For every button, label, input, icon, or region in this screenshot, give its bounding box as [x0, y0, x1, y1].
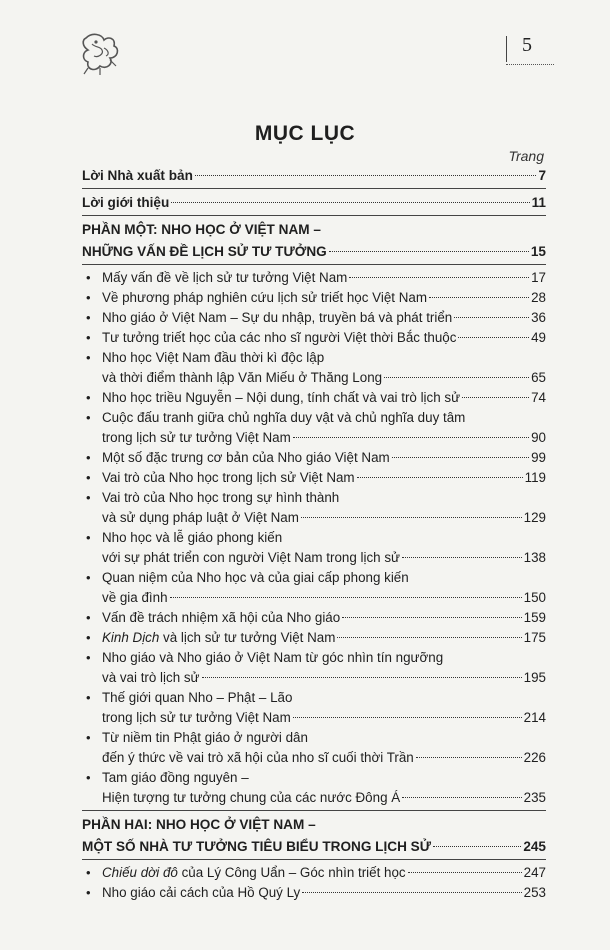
entry-label-first-line: Vai trò của Nho học trong sự hình thành	[102, 490, 340, 505]
entry-page: 11	[531, 195, 546, 210]
entry-label: đến ý thức về vai trò xã hội của nho sĩ cuối thời Trần	[102, 750, 414, 765]
entry-label: Vai trò của Nho học trong lịch sử Việt Nam	[102, 470, 355, 485]
bullet-icon: •	[86, 330, 91, 345]
leader-dots	[337, 637, 521, 638]
leader-dots	[171, 202, 529, 203]
divider	[82, 264, 546, 265]
entry-label-first-line: Tam giáo đồng nguyên –	[102, 770, 249, 785]
entry-page: 245	[523, 839, 546, 854]
entry-label: NHỮNG VẤN ĐỀ LỊCH SỬ TƯ TƯỞNG	[82, 244, 327, 259]
leader-dots	[195, 175, 537, 176]
bullet-icon: •	[86, 410, 91, 425]
leader-dots	[462, 397, 529, 398]
entry-label: về gia đình	[102, 590, 168, 605]
entry-label-rest: và lịch sử tư tưởng Việt Nam	[159, 630, 336, 645]
toc-item[interactable]	[82, 308, 546, 328]
toc-item[interactable]	[82, 568, 546, 608]
bullet-icon: •	[86, 770, 91, 785]
part-one-subheading[interactable]	[82, 241, 546, 262]
toc-item[interactable]	[82, 883, 546, 903]
leader-dots	[329, 251, 529, 252]
bullet-icon: •	[86, 290, 91, 305]
entry-page: 150	[523, 590, 546, 605]
part-two-heading[interactable]: PHẦN HAI: NHO HỌC Ở VIỆT NAM –	[82, 817, 316, 832]
entry-label: Lời Nhà xuất bản	[82, 168, 193, 183]
entry-page: 226	[523, 750, 546, 765]
bullet-icon: •	[86, 570, 91, 585]
entry-page: 119	[524, 470, 546, 485]
toc-item[interactable]	[82, 268, 546, 288]
entry-label-first-line: Quan niệm của Nho học và của giai cấp phong kiến	[102, 570, 409, 585]
page-number: 5	[522, 34, 532, 56]
entry-page: 159	[523, 610, 546, 625]
leader-dots	[408, 872, 522, 873]
entry-label-first-line: Nho học và lễ giáo phong kiến	[102, 530, 283, 545]
leader-dots	[392, 457, 529, 458]
entry-page: 74	[531, 390, 546, 405]
table-of-contents	[82, 165, 546, 903]
entry-label: Mấy vấn đề về lịch sử tư tưởng Việt Nam	[102, 270, 348, 285]
bullet-icon: •	[86, 310, 91, 325]
entry-label-rest: của Lý Công Uẩn – Góc nhìn triết học	[177, 865, 406, 880]
divider	[82, 810, 546, 811]
bullet-icon: •	[86, 885, 91, 900]
bullet-icon: •	[86, 450, 91, 465]
entry-label: Vấn đề trách nhiệm xã hội của Nho giáo	[102, 610, 341, 625]
entry-label-first-line: Nho giáo và Nho giáo ở Việt Nam từ góc nhìn tín ngưỡng	[102, 650, 444, 665]
leader-dots	[402, 797, 521, 798]
divider	[82, 188, 546, 189]
entry-page: 253	[523, 885, 546, 900]
entry-label: Nho học triều Nguyễn – Nội dung, tính chất và vai trò lịch sử	[102, 390, 461, 405]
entry-page: 49	[531, 330, 546, 345]
leader-dots	[342, 617, 521, 618]
leader-dots	[458, 337, 529, 338]
divider	[82, 859, 546, 860]
bullet-icon: •	[86, 350, 91, 365]
entry-page: 129	[523, 510, 546, 525]
leader-dots	[429, 297, 529, 298]
bullet-icon: •	[86, 490, 91, 505]
entry-label-first-line: Từ niềm tin Phật giáo ở người dân	[102, 730, 308, 745]
entry-page: 65	[531, 370, 546, 385]
divider	[82, 215, 546, 216]
entry-label	[102, 628, 335, 648]
leader-dots	[349, 277, 529, 278]
entry-label: Lời giới thiệu	[82, 195, 170, 210]
bullet-icon: •	[86, 690, 91, 705]
entry-page: 7	[538, 168, 546, 183]
leader-dots	[416, 757, 522, 758]
toc-item[interactable]	[82, 388, 546, 408]
entry-page: 28	[531, 290, 546, 305]
toc-item[interactable]	[82, 288, 546, 308]
entry-label: và sử dụng pháp luật ở Việt Nam	[102, 510, 299, 525]
entry-label: và thời điểm thành lập Văn Miếu ở Thăng Long	[102, 370, 383, 385]
toc-item[interactable]	[82, 628, 546, 648]
page-number-underline	[506, 64, 554, 65]
leader-dots	[170, 597, 522, 598]
toc-item[interactable]	[82, 328, 546, 348]
bullet-icon: •	[86, 630, 91, 645]
entry-label: Hiện tượng tư tưởng chung của các nước Đông Á	[102, 790, 401, 805]
entry-label: với sự phát triển con người Việt Nam trong lịch sử	[102, 550, 401, 565]
entry-page: 195	[523, 670, 546, 685]
page-number-box	[506, 32, 554, 66]
entry-page: 99	[531, 450, 546, 465]
leader-dots	[293, 717, 522, 718]
toc-item[interactable]	[82, 608, 546, 628]
page-column-label: Trang	[508, 148, 544, 164]
toc-item[interactable]	[82, 728, 546, 768]
bullet-icon: •	[86, 865, 91, 880]
part-one-items	[82, 268, 546, 808]
bullet-icon: •	[86, 530, 91, 545]
toc-entry-introduction[interactable]	[82, 192, 546, 213]
entry-label-italic: Chiếu dời đô	[102, 865, 178, 880]
toc-entry-publisher-note[interactable]	[82, 165, 546, 186]
entry-label: Một số đặc trưng cơ bản của Nho giáo Việt Nam	[102, 450, 390, 465]
leader-dots	[433, 846, 521, 847]
leader-dots	[384, 377, 529, 378]
entry-page: 235	[523, 790, 546, 805]
bullet-icon: •	[86, 270, 91, 285]
part-one-heading[interactable]: PHẦN MỘT: NHO HỌC Ở VIỆT NAM –	[82, 222, 321, 237]
toc-item[interactable]	[82, 768, 546, 808]
leader-dots	[402, 557, 522, 558]
toc-item[interactable]	[82, 348, 546, 388]
entry-page: 15	[530, 244, 546, 259]
toc-item[interactable]	[82, 688, 546, 728]
entry-label: Nho giáo ở Việt Nam – Sự du nhập, truyền bá và phát triển	[102, 310, 453, 325]
entry-label: trong lịch sử tư tưởng Việt Nam	[102, 430, 291, 445]
entry-label	[102, 863, 406, 883]
entry-label: trong lịch sử tư tưởng Việt Nam	[102, 710, 291, 725]
part-two-subheading[interactable]	[82, 836, 546, 857]
entry-page: 36	[531, 310, 546, 325]
toc-item[interactable]	[82, 648, 546, 688]
part-two-items	[82, 863, 546, 903]
leader-dots	[357, 477, 523, 478]
leader-dots	[293, 437, 529, 438]
toc-item[interactable]	[82, 863, 546, 883]
dragon-ornament-icon	[78, 28, 124, 78]
toc-item[interactable]	[82, 468, 546, 488]
entry-page: 17	[531, 270, 546, 285]
toc-item[interactable]	[82, 488, 546, 528]
entry-label: Nho giáo cải cách của Hồ Quý Ly	[102, 885, 301, 900]
toc-item[interactable]	[82, 448, 546, 468]
entry-label: Về phương pháp nghiên cứu lịch sử triết học Việt Nam	[102, 290, 427, 305]
entry-label: Tư tưởng triết học của các nho sĩ người Việt thời Bắc thuộc	[102, 330, 457, 345]
entry-page: 138	[523, 550, 546, 565]
entry-page: 214	[523, 710, 546, 725]
entry-label-first-line: Nho học Việt Nam đầu thời kì độc lập	[102, 350, 325, 365]
toc-item[interactable]	[82, 528, 546, 568]
entry-page: 90	[531, 430, 546, 445]
bullet-icon: •	[86, 470, 91, 485]
entry-label-first-line: Cuộc đấu tranh giữa chủ nghĩa duy vật và chủ nghĩa duy tâm	[102, 410, 466, 425]
leader-dots	[302, 892, 521, 893]
leader-dots	[202, 677, 522, 678]
toc-item[interactable]	[82, 408, 546, 448]
leader-dots	[301, 517, 522, 518]
bullet-icon: •	[86, 610, 91, 625]
bullet-icon: •	[86, 650, 91, 665]
leader-dots	[454, 317, 529, 318]
entry-label: MỘT SỐ NHÀ TƯ TƯỞNG TIÊU BIỂU TRONG LỊCH SỬ	[82, 839, 432, 854]
entry-page: 247	[523, 865, 546, 880]
entry-label-italic: Kinh Dịch	[102, 630, 160, 645]
page-number-rule	[506, 36, 507, 62]
entry-label-first-line: Thế giới quan Nho – Phật – Lão	[102, 690, 293, 705]
entry-page: 175	[523, 630, 546, 645]
entry-label: và vai trò lịch sử	[102, 670, 200, 685]
bullet-icon: •	[86, 390, 91, 405]
bullet-icon: •	[86, 730, 91, 745]
toc-title: MỤC LỤC	[254, 122, 356, 145]
